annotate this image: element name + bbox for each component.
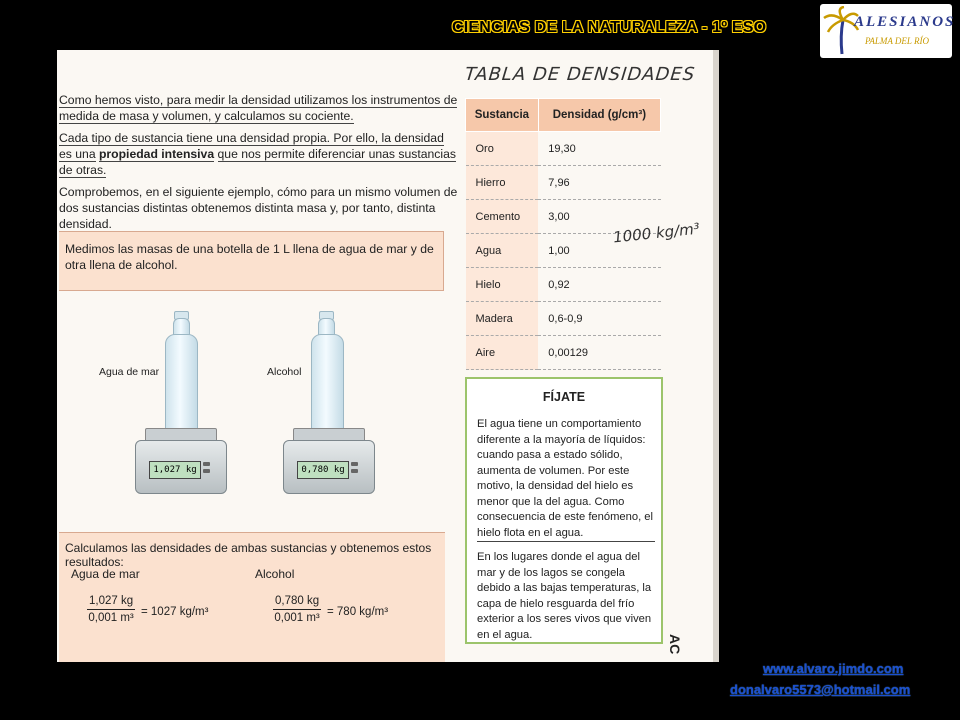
table-header: Sustancia — [466, 99, 539, 132]
fraction-numerator: 0,780 kg — [273, 595, 321, 610]
table-row — [466, 268, 661, 302]
fijate-body — [477, 417, 655, 651]
table-cell: 19,30 — [538, 132, 660, 166]
result-sea-water: = 1027 kg/m³ — [141, 606, 209, 618]
bottle-alcohol — [311, 334, 344, 442]
intro-text — [59, 92, 459, 238]
fraction-denominator: 0,001 m³ — [274, 612, 320, 624]
fijate-paragraph-2: En los lugares donde el agua del mar y de los lagos se congela debido a las bajas temperaturas, la capa de hielo resguarda del frío exterior a los seres vivos que viven en el agua. — [477, 551, 652, 641]
fraction-alcohol — [273, 595, 321, 624]
bottle-sea-water — [165, 334, 198, 442]
table-row — [466, 336, 661, 370]
table-cell: Madera — [466, 302, 539, 336]
table-cell: Agua — [466, 234, 539, 268]
table-cell: Hierro — [466, 166, 539, 200]
intro-bold-term: propiedad intensiva — [98, 147, 215, 161]
table-cell: Aire — [466, 336, 539, 370]
fraction-numerator: 1,027 kg — [87, 595, 135, 610]
table-header-row — [466, 99, 661, 132]
table-cell: 1,00 — [538, 234, 660, 268]
website-link[interactable]: www.alvaro.jimdo.com — [763, 661, 904, 676]
result-alcohol: = 780 kg/m³ — [327, 606, 389, 618]
table-row — [466, 132, 661, 166]
table-cell: Cemento — [466, 200, 539, 234]
header-title: CIENCIAS DE LA NATURALEZA - 1º ESO — [452, 19, 767, 36]
fraction-sea-water — [87, 595, 135, 624]
activities-side-label: AC — [667, 634, 683, 655]
handwritten-note: 1000 kg/m³ — [612, 219, 701, 247]
results-heading: Calculamos las densidades de ambas sustancias y obtenemos estos resultados: — [65, 541, 432, 569]
table-row — [466, 166, 661, 200]
scale-label-sea-water: Agua de mar — [99, 366, 160, 378]
intro-paragraph-2a: Cada tipo de sustancia tiene una densidad propia. Por ello, la densidad es una — [59, 131, 444, 161]
result-label-sea-water: Agua de mar — [71, 567, 140, 581]
email-link[interactable]: donalvaro5573@hotmail.com — [730, 682, 911, 697]
logo-wordmark: ALESIANOS — [854, 14, 956, 30]
result-label-alcohol: Alcohol — [255, 567, 295, 581]
fijate-box — [465, 377, 663, 644]
fijate-title: FÍJATE — [542, 390, 586, 404]
intro-paragraph-3: Comprobemos, en el siguiente ejemplo, cómo para un mismo volumen de dos sustancias distintas obtenemos distinta masa y, por tanto, distinta densidad. — [59, 185, 458, 231]
scale-display-sea-water: 1,027 kg — [149, 461, 201, 479]
table-cell: Oro — [466, 132, 539, 166]
table-cell: 3,00 — [538, 200, 660, 234]
table-cell: 0,00129 — [538, 336, 660, 370]
intro-paragraph-2b: que nos permite diferenciar unas sustancias de otras. — [59, 147, 456, 177]
page-edge — [713, 50, 719, 662]
scale-label-alcohol: Alcohol — [267, 366, 302, 378]
logo-subtitle: PALMA DEL RÍO — [865, 36, 930, 46]
table-cell: 0,92 — [538, 268, 660, 302]
table-cell: Hielo — [466, 268, 539, 302]
school-logo — [820, 4, 956, 58]
table-header: Densidad (g/cm³) — [538, 99, 660, 132]
experiment-note-text: Medimos las masas de una botella de 1 L llena de agua de mar y de otra llena de alcohol. — [65, 242, 434, 272]
experiment-note — [59, 231, 444, 291]
textbook-page — [57, 50, 713, 662]
fraction-denominator: 0,001 m³ — [88, 612, 134, 624]
table-cell: 0,6-0,9 — [538, 302, 660, 336]
table-cell: 7,96 — [538, 166, 660, 200]
intro-paragraph-1: Como hemos visto, para medir la densidad utilizamos los instrumentos de medida de masa y volumen, y calculamos su cociente. — [59, 93, 458, 123]
fijate-paragraph-1: El agua tiene un comportamiento diferente a la mayoría de líquidos: cuando pasa a estado sólido, aumenta de volumen. Por este motivo, la densidad del hielo es menor que la del agua. Como consecuencia de este fenómeno, el hielo flota en el agua. — [477, 417, 655, 542]
table-handwritten-title: TABLA DE DENSIDADES — [463, 64, 697, 85]
scale-display-alcohol: 0,780 kg — [297, 461, 349, 479]
results-box — [59, 532, 445, 662]
table-row — [466, 302, 661, 336]
